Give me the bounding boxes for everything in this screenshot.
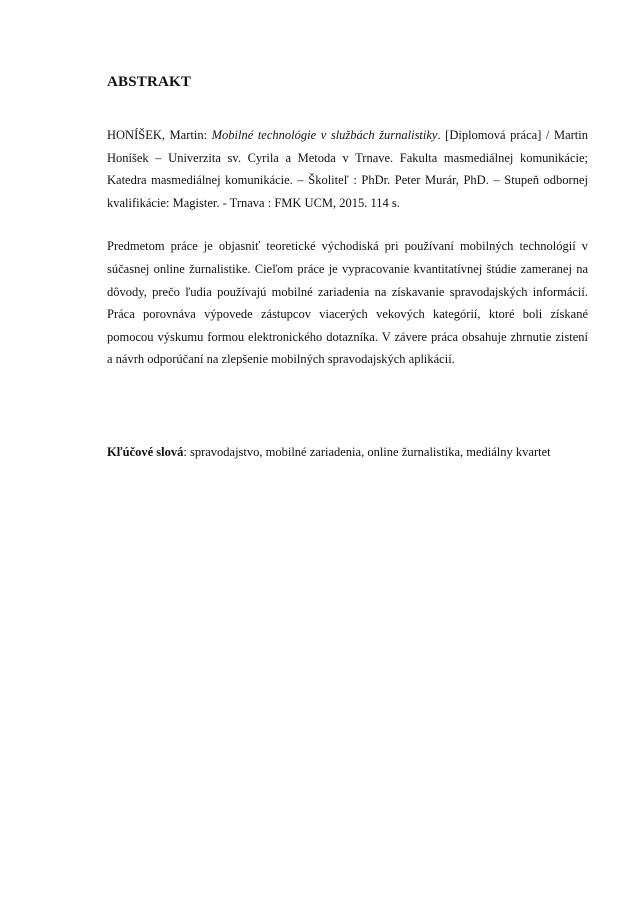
abstract-heading: ABSTRAKT <box>107 74 192 90</box>
abstract-section <box>107 70 588 464</box>
abstract-body-paragraph: Predmetom práce je objasniť teoretické východiská pri používaní mobilných technológií v súčasnej online žurnalistike. Cieľom práce je vypracovanie kvantitatívnej štúdie zameranej na dôvody, prečo ľudia používajú mobilné zariadenia na získavanie spravodajských informácií. Práca porovnáva výpovede zástupcov viacerých vekových kategórií, ktoré boli získané pomocou výskumu formou elektronického dotazníka. V závere práca obsahuje zhrnutie zistení a návrh odporúčaní na zlepšenie mobilných spravodajských aplikácií. <box>107 239 588 367</box>
citation-author: HONÍŠEK, Martin: <box>107 128 212 142</box>
keywords-values: spravodajstvo, mobilné zariadenia, online žurnalistika, mediálny kvartet <box>189 444 551 459</box>
citation-details: . [Diplomová práca] / Martin Honíšek – Univerzita sv. Cyrila a Metoda v Trnave. Fakulta masmediálnej komunikácie; Katedra masmediálnej komunikácie. – Školiteľ : PhDr. Peter Murár, PhD. – Stupeň odbornej kvalifikácie: Magister. - Trnava : FMK UCM, 2015. 114 s. <box>107 128 588 210</box>
keywords-label: Kľúčové slová <box>107 444 184 459</box>
keywords-separator: : <box>183 444 190 459</box>
citation-paragraph <box>107 124 588 214</box>
keywords-line <box>107 441 588 464</box>
citation-thesis-title: Mobilné technológie v službách žurnalistiky <box>211 128 438 142</box>
